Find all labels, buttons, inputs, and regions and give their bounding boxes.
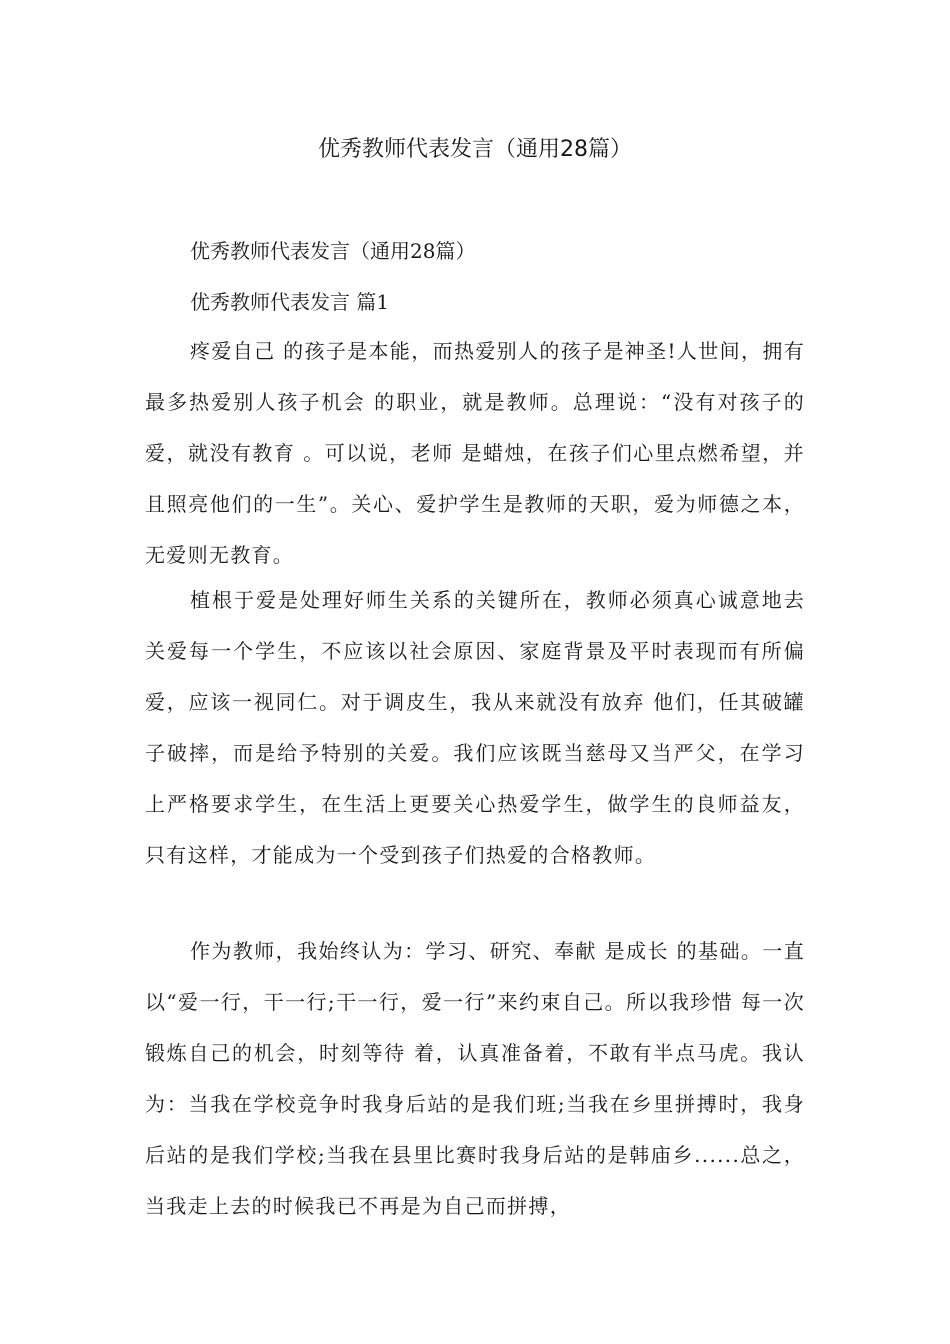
- document-subtitle: 优秀教师代表发言（通用28篇）: [190, 239, 476, 263]
- paragraph: 植根于爱是处理好师生关系的关键所在，教师必须真心诚意地去关爱每一个学生，不应该以社会原因、家庭背景及平时表现而有所偏爱，应该一视同仁。对于调皮生，我从来就没有放弃 他们，任其破罐子破摔，而是给予特别的关爱。我们应该既当慈母又当严父，在学习 上严格要求学生，在生活上更要关心热爱学生，做学生的良师益友，只有这样，才能成为一个受到孩子们热爱的合格教师。: [145, 588, 805, 867]
- document-title: 优秀教师代表发言（通用28篇）: [318, 137, 632, 162]
- paragraph: 作为教师，我始终认为：学习、研究、奉献 是成长 的基础。一直以“爱一行，干一行;干一行，爱一行”来约束自己。所以我珍惜 每一次锻炼自己的机会，时刻等待 着，认真准备着，不敢有半点马虎。我认为：当我在学校竞争时我身后站的是我们班;当我在乡里拼搏时，我身后站的是我们学校;当我在县里比赛时我身后站的是韩庙乡......总之，当我走上去的时候我已不再是为自己而拼搏，: [145, 939, 805, 1218]
- paragraph-block-1: [145, 326, 805, 581]
- section-heading: 优秀教师代表发言 篇1: [190, 290, 390, 314]
- paragraph-block-3: [145, 926, 805, 1232]
- paragraph-block-2: [145, 575, 805, 881]
- paragraph: 疼爱自己 的孩子是本能，而热爱别人的孩子是神圣!人世间，拥有最多热爱别人孩子机会 的职业，就是教师。总理说：“没有对孩子的爱，就没有教育 。可以说，老师 是蜡烛，在孩子们心里点燃希望，并且照亮他们的一生”。关心、爱护学生是教师的天职，爱为师德之本，无爱则无教育。: [145, 339, 805, 567]
